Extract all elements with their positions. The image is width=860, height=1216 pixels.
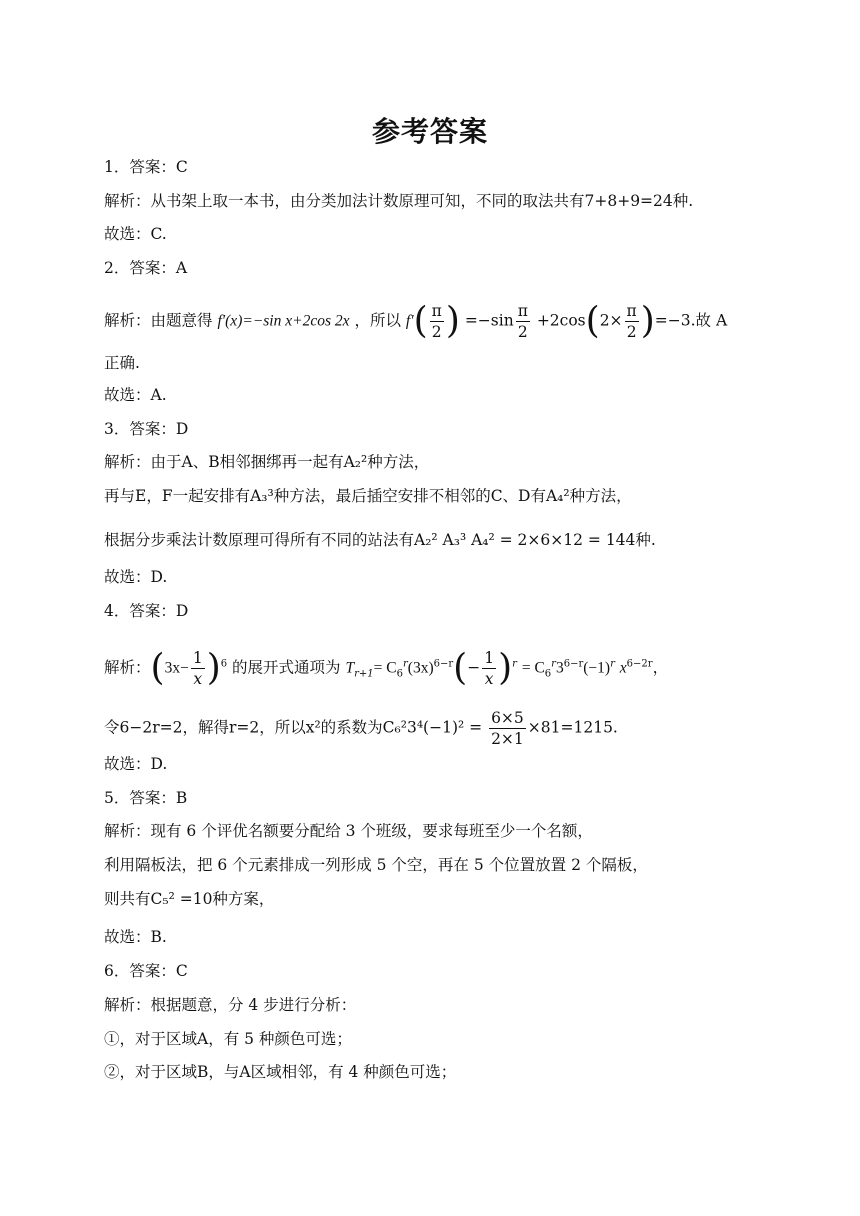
fraction-denominator: x [484, 670, 494, 688]
fraction-numerator: π [431, 302, 442, 320]
neg-sin: =−sin [464, 311, 514, 330]
fraction-denominator: 2 [517, 323, 528, 341]
fraction-denominator: x [193, 670, 203, 688]
fraction-numerator: π [626, 302, 637, 320]
paren-open: ( [413, 300, 428, 342]
answer-5: 5．答案：B [104, 789, 188, 807]
fraction-denominator: 2 [431, 323, 442, 341]
answer-2: 2．答案：A [104, 259, 188, 277]
paren-close: ) [206, 647, 221, 689]
fraction-numerator: π [517, 302, 528, 320]
binomial-term: 3x− [164, 659, 189, 677]
analysis-2 [104, 301, 727, 342]
x-power: x [619, 659, 627, 677]
analysis-6-step2: ②，对于区域B，与A区域相邻，有 4 种颜色可选； [104, 1063, 457, 1081]
fraction-pi-over-2 [625, 301, 639, 342]
coefficient-text: 令6−2r=2，解得r=2，所以x²的系数为C₆²3⁴(−1)² = [104, 718, 483, 737]
paren-open: ( [585, 300, 600, 342]
general-term: T [345, 659, 355, 677]
fraction-numerator: 1 [192, 649, 203, 667]
fraction-pi-over-2 [516, 301, 530, 342]
analysis-2-so: ，所以 [354, 311, 401, 330]
paren-open: ( [453, 647, 468, 689]
analysis-3: 解析：由于A、B相邻捆绑再一起有A₂²种方法， [104, 453, 430, 471]
choice-2: 故选：A. [104, 386, 167, 404]
plus-cos: +2cos [536, 311, 586, 330]
choice-1: 故选：C. [104, 225, 167, 243]
analysis-5: 解析：现有 6 个评优名额要分配给 3 个班级，要求每班至少一个名额， [104, 822, 593, 840]
analysis-2-cont: 正确. [104, 354, 140, 372]
equals-c2: = C [521, 659, 545, 677]
expansion-text: 的展开式通项为 [232, 658, 341, 677]
analysis-5-line2: 利用隔板法，把 6 个元素排成一列形成 5 个空，再在 5 个位置放置 2 个隔板， [104, 856, 648, 874]
answer-6: 6．答案：C [104, 962, 188, 980]
result-2: =−3.故 A [654, 311, 728, 330]
three: 3 [555, 659, 564, 677]
choice-4: 故选：D. [104, 755, 168, 773]
paren-close: ) [640, 300, 655, 342]
analysis-4: 解析：(3x− $\frac{1}{x}$ )$^6$ 的展开式通项为 $T_{r+1}= C_6^r(3x)^{6-r}(-$ $\frac{1}{x}$ )$^r = C_6^r3^{6-r}(-1)^r$ $x^{6-2r}$， [104, 647, 669, 689]
choice-3: 故选：D. [104, 568, 168, 586]
fraction-1-over-x [191, 648, 205, 689]
fraction-numerator: 6×5 [491, 709, 524, 727]
two-times: 2× [599, 311, 623, 330]
coefficient-result: ×81=1215. [527, 718, 618, 737]
page-title: 参考答案 [371, 115, 488, 148]
fraction-1-over-x [482, 648, 496, 689]
analysis-3-line2: 再与E，F一起安排有A₃³种方法，最后插空安排不相邻的C、D有A₄²种方法， [104, 487, 632, 505]
minus-one: (−1) [583, 659, 611, 677]
analysis-1: 解析：从书架上取一本书，由分类加法计数原理可知，不同的取法共有7+8+9=24种. [104, 192, 694, 210]
analysis-5-line3: 则共有C₅² =10种方案， [104, 890, 275, 908]
fraction-denominator: 2 [626, 323, 637, 341]
paren-close: ) [498, 647, 513, 689]
paren-close: ) [445, 300, 460, 342]
analysis-6-step1: ①，对于区域A，有 5 种颜色可选； [104, 1030, 352, 1048]
fraction-pi-over-2 [430, 301, 444, 342]
choice-5: 故选：B. [104, 928, 167, 946]
comma: ， [652, 658, 669, 677]
paren-open: ( [150, 647, 165, 689]
analysis-4-prefix: 解析： [104, 658, 151, 677]
derivative-formula: f′(x)=−sin x+2cos 2x [217, 312, 350, 330]
answer-4: 4．答案：D [104, 602, 189, 620]
three-x: (3x) [407, 659, 434, 677]
equals-c: = C [373, 659, 397, 677]
analysis-6: 解析：根据题意，分 4 步进行分析： [104, 996, 357, 1014]
analysis-3-line3: 根据分步乘法计数原理可得所有不同的站法有A₂² A₃³ A₄² = 2×6×12 = 144种. [104, 531, 656, 549]
derivative-symbol: f′ [405, 312, 414, 330]
fraction-numerator: 1 [484, 649, 495, 667]
answer-3: 3．答案：D [104, 420, 189, 438]
minus: − [467, 658, 481, 677]
analysis-2-prefix: 解析：由题意得 [104, 311, 213, 330]
analysis-4-line2 [104, 708, 618, 749]
fraction-denominator: 2×1 [491, 730, 524, 748]
fraction-6x5-over-2x1 [489, 708, 526, 749]
answer-1: 1．答案：C [104, 158, 188, 176]
